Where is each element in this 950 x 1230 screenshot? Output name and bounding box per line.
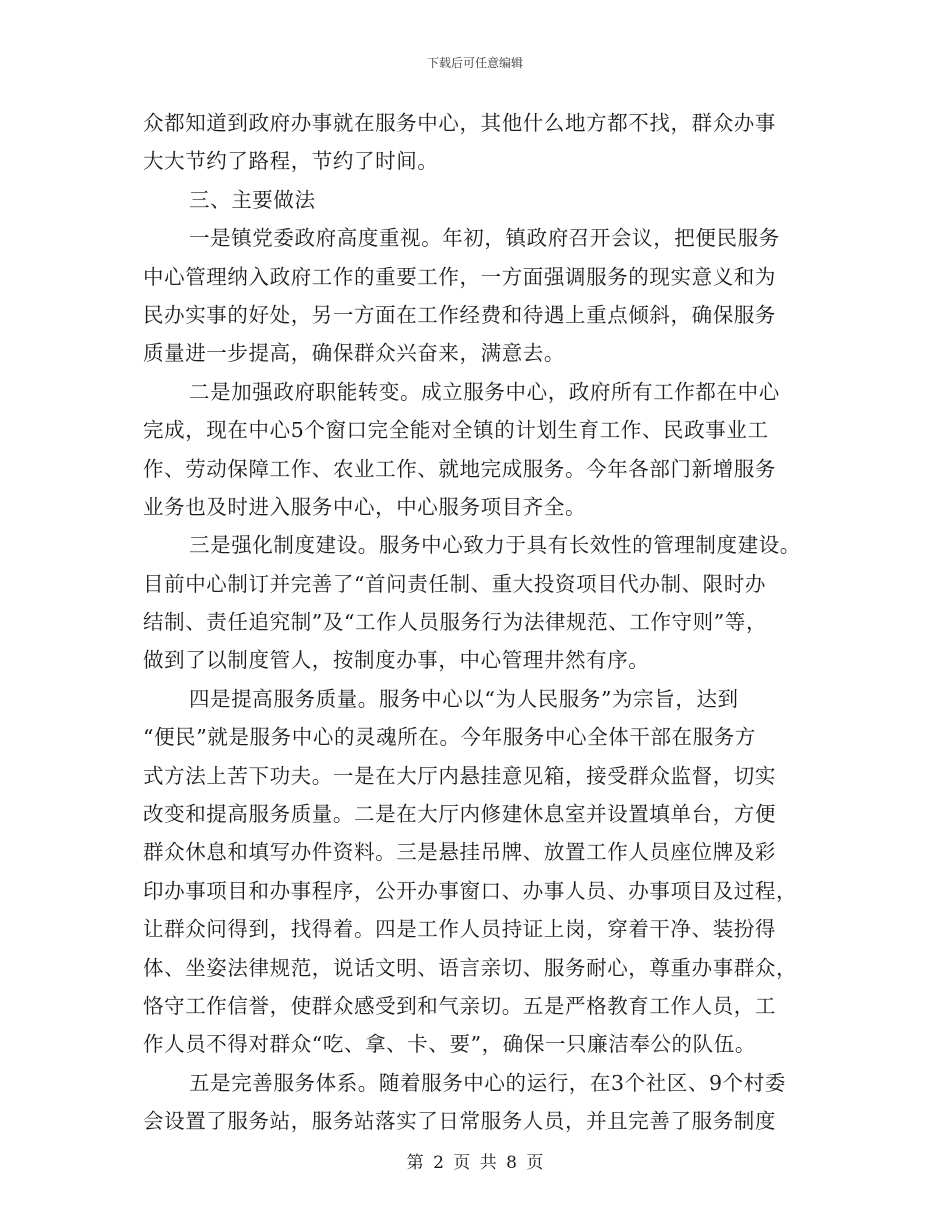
body-line: 目前中心制订并完善了“首问责任制、重大投资项目代办制、限时办 xyxy=(143,571,766,596)
paragraph-start: 三是强化制度建设。服务中心致力于具有长效性的管理制度建设。 xyxy=(189,533,801,558)
document-body xyxy=(143,104,813,1141)
paragraph-start: 二是加强政府职能转变。成立服务中心，政府所有工作都在中心 xyxy=(189,379,780,404)
section-heading: 三、主要做法 xyxy=(189,187,316,212)
paragraph-start: 一是镇党委政府高度重视。年初，镇政府召开会议，把便民服务 xyxy=(189,226,780,251)
page-number-footer: 第 2 页 共 8 页 xyxy=(406,1153,544,1173)
body-line: 式方法上苦下功夫。一是在大厅内悬挂意见箱，接受群众监督，切实 xyxy=(143,763,776,788)
body-line: 大大节约了路程，节约了时间。 xyxy=(143,149,439,174)
body-line: 会设置了服务站，服务站落实了日常服务人员，并且完善了服务制度 xyxy=(143,1109,776,1134)
body-line: 体、坐姿法律规范，说话文明、语言亲切、服务耐心，尊重办事群众， xyxy=(143,955,798,980)
body-line: 完成，现在中心5个窗口完全能对全镇的计划生育工作、民政事业工 xyxy=(143,418,769,443)
body-line: 群众休息和填写办件资料。三是悬挂吊牌、放置工作人员座位牌及彩 xyxy=(143,840,776,865)
header-note: 下载后可任意编辑 xyxy=(426,56,523,70)
body-line: 结制、责任追究制”及“工作人员服务行为法律规范、工作守则”等， xyxy=(143,610,768,635)
body-line: 民办实事的好处，另一方面在工作经费和待遇上重点倾斜，确保服务 xyxy=(143,302,776,327)
body-line: 做到了以制度管人，按制度办事，中心管理井然有序。 xyxy=(143,648,650,673)
body-line: “便民”就是服务中心的灵魂所在。今年服务中心全体干部在服务方 xyxy=(143,725,756,750)
paragraph-start: 四是提高服务质量。服务中心以“为人民服务”为宗旨，达到 xyxy=(189,686,739,711)
body-line: 业务也及时进入服务中心，中心服务项目齐全。 xyxy=(143,494,587,519)
body-line: 恪守工作信誉，使群众感受到和气亲切。五是严格教育工作人员，工 xyxy=(143,993,776,1018)
body-line: 作人员不得对群众“吃、拿、卡、要”，确保一只廉洁奉公的队伍。 xyxy=(143,1032,756,1057)
body-line: 作、劳动保障工作、农业工作、就地完成服务。今年各部门新增服务 xyxy=(143,456,776,481)
body-line: 印办事项目和办事程序，公开办事窗口、办事人员、办事项目及过程， xyxy=(143,878,798,903)
paragraph-start: 五是完善服务体系。随着服务中心的运行，在3个社区、9个村委 xyxy=(189,1070,786,1095)
body-line: 中心管理纳入政府工作的重要工作，一方面强调服务的现实意义和为 xyxy=(143,264,776,289)
body-line: 众都知道到政府办事就在服务中心，其他什么地方都不找，群众办事 xyxy=(143,111,776,135)
body-line: 让群众问得到，找得着。四是工作人员持证上岗，穿着干净、装扮得 xyxy=(143,917,776,942)
body-line: 改变和提高服务质量。二是在大厅内修建休息室并设置填单台，方便 xyxy=(143,802,776,827)
body-line: 质量进一步提高，确保群众兴奋来，满意去。 xyxy=(143,341,565,366)
